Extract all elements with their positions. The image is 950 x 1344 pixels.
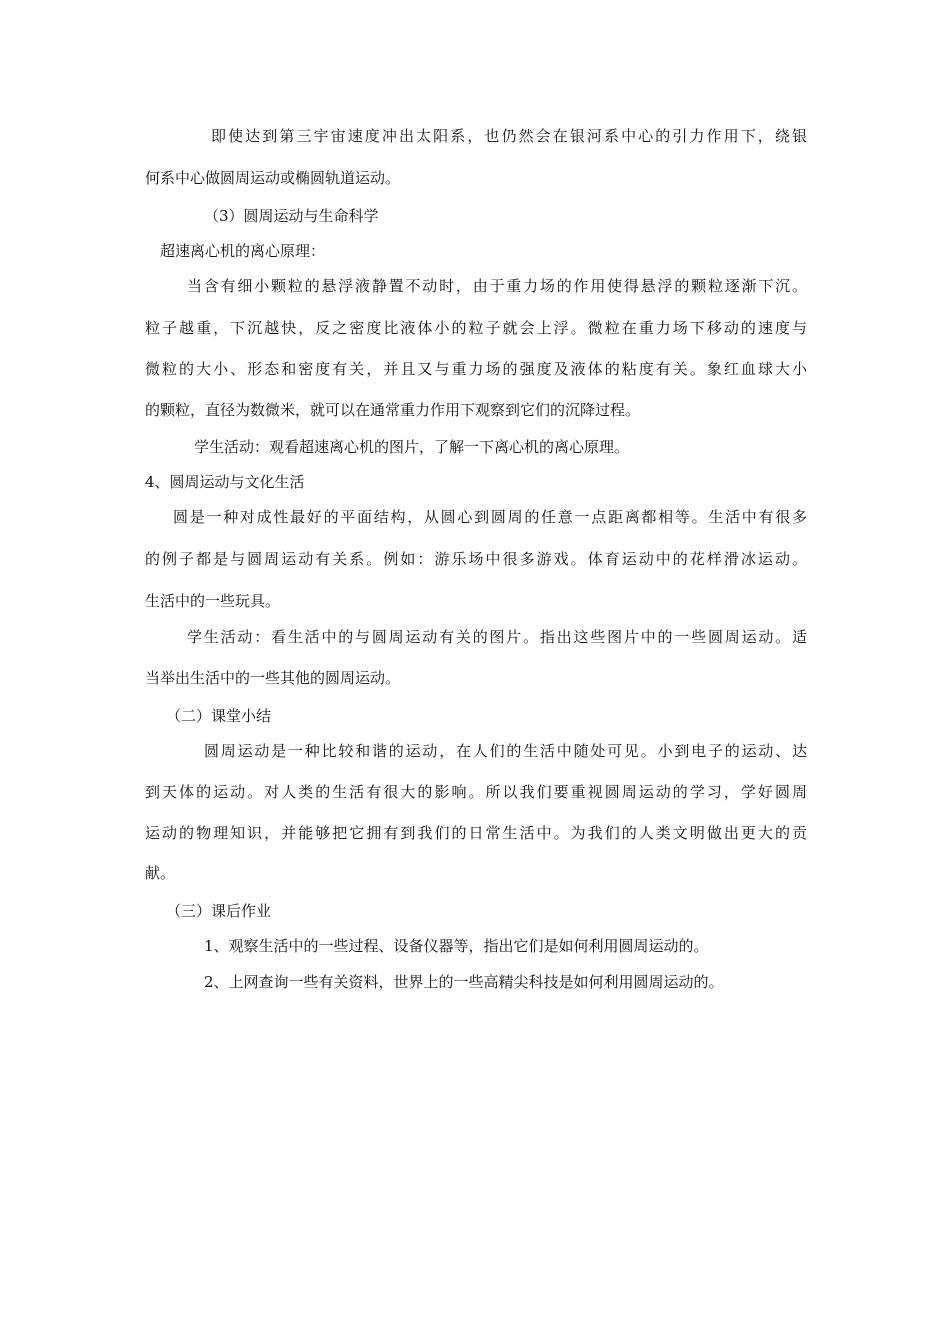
paragraph-line: 粒子越重，下沉越快，反之密度比液体小的粒子就会上浮。微粒在重力场下移动的速度与 — [145, 319, 807, 337]
paragraph-line: 当含有细小颗粒的悬浮液静置不动时，由于重力场的作用使得悬浮的颗粒逐渐下沉。 — [187, 277, 807, 295]
paragraph-line: 到天体的运动。对人类的生活有很大的影响。所以我们要重视圆周运动的学习，学好圆周 — [145, 783, 807, 801]
paragraph-line: 生活中的一些玩具。 — [145, 592, 281, 610]
paragraph-line: 当举出生活中的一些其他的圆周运动。 — [145, 669, 401, 687]
homework-item: 2、上网查询一些有关资料，世界上的一些高精尖科技是如何利用圆周运动的。 — [204, 973, 724, 991]
paragraph-line: 的例子都是与圆周运动有关系。例如：游乐场中很多游戏。体育运动中的花样滑冰运动。 — [145, 550, 807, 568]
section-heading: （三）课后作业 — [166, 902, 272, 920]
section-heading: （3）圆周运动与生命科学 — [204, 207, 379, 225]
paragraph-line: 运动的物理知识，并能够把它拥有到我们的日常生活中。为我们的人类文明做出更大的贡 — [145, 824, 807, 842]
student-activity-line: 学生活动：观看超速离心机的图片，了解一下离心机的离心原理。 — [194, 438, 630, 456]
paragraph-line: 献。 — [145, 864, 176, 882]
homework-item: 1、观察生活中的一些过程、设备仪器等，指出它们是如何利用圆周运动的。 — [204, 937, 709, 955]
paragraph-line: 即使达到第三宇宙速度冲出太阳系，也仍然会在银河系中心的引力作用下，绕银 — [211, 127, 807, 145]
paragraph-line: 圆周运动是一种比较和谐的运动，在人们的生活中随处可见。小到电子的运动、达 — [204, 742, 807, 760]
paragraph-line: 微粒的大小、形态和密度有关，并且又与重力场的强度及液体的粘度有关。象红血球大小 — [145, 360, 807, 378]
section-heading: （二）课堂小结 — [166, 707, 272, 725]
section-heading: 4、圆周运动与文化生活 — [145, 473, 305, 491]
paragraph-line: 何系中心做圆周运动或椭圆轨道运动。 — [145, 169, 401, 187]
student-activity-line: 学生活动：看生活中的与圆周运动有关的图片。指出这些图片中的一些圆周运动。适 — [187, 628, 807, 646]
subsection-heading: 超速离心机的离心原理： — [160, 242, 326, 260]
paragraph-line: 的颗粒，直径为数微米，就可以在通常重力作用下观察到它们的沉降过程。 — [145, 401, 641, 419]
paragraph-line: 圆是一种对成性最好的平面结构，从圆心到圆周的任意一点距离都相等。生活中有很多 — [173, 508, 807, 526]
